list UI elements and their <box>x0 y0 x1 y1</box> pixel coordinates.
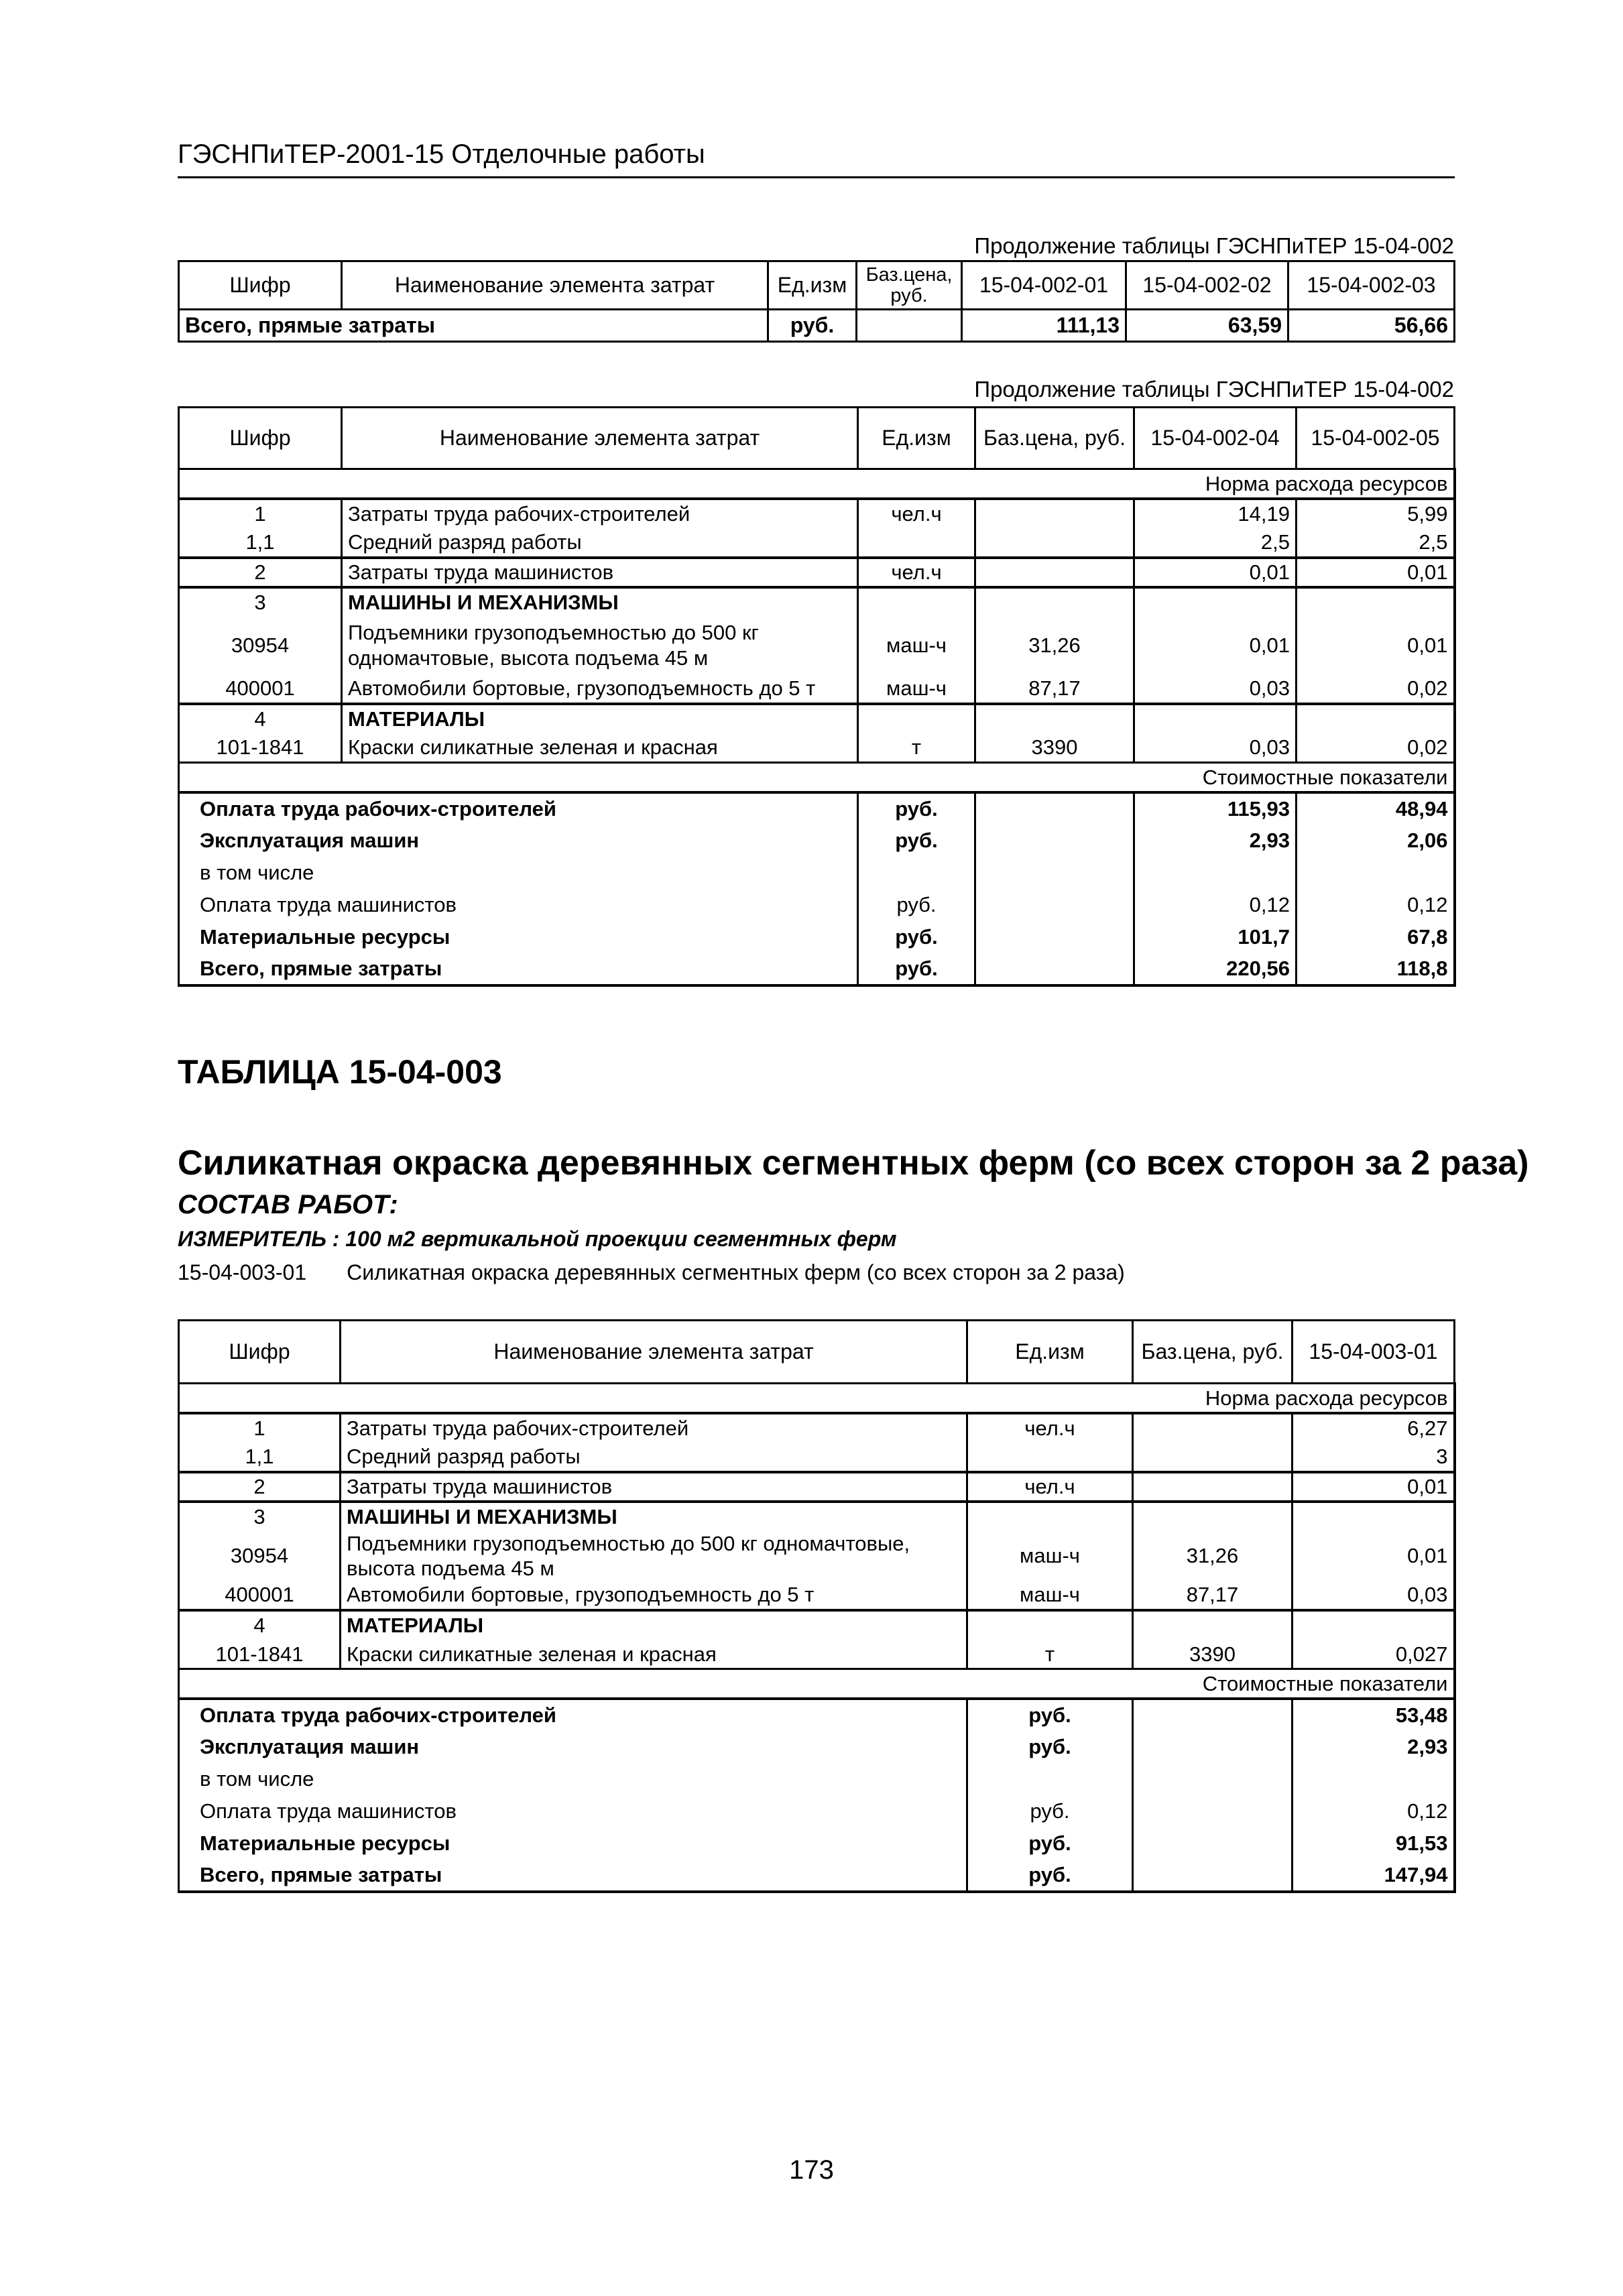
cost-base-price <box>1133 1699 1293 1731</box>
table-b-header-code: Шифр <box>179 408 342 469</box>
row-value: 2,5 <box>1134 528 1297 558</box>
cost-value: 0,12 <box>1297 889 1455 921</box>
cost-row <box>179 1860 1455 1892</box>
row-code: 3 <box>179 1502 341 1531</box>
row-base-price <box>975 528 1134 558</box>
table-c <box>178 1319 1456 1893</box>
row-code: 30954 <box>179 1531 341 1581</box>
row-unit: маш-ч <box>858 674 975 704</box>
row-code: 4 <box>179 1610 341 1640</box>
row-code: 400001 <box>179 1581 341 1610</box>
row-base-price: 31,26 <box>975 617 1134 674</box>
cost-name: Оплата труда рабочих-строителей <box>179 792 858 825</box>
cost-name: Эксплуатация машин <box>179 825 858 857</box>
cost-value: 118,8 <box>1297 953 1455 985</box>
table-a-total-row <box>179 310 1455 342</box>
work-code-line <box>178 1260 1125 1285</box>
table-a-continuation: Продолжение таблицы ГЭСНПиТЕР 15-04-002 <box>974 233 1454 258</box>
row-name: Затраты труда рабочих-строителей <box>342 499 858 528</box>
table-a-header-base: Баз.цена, руб. <box>857 261 962 310</box>
cost-name: Всего, прямые затраты <box>179 953 858 985</box>
cost-row <box>179 889 1455 921</box>
work-code: 15-04-003-01 <box>178 1260 307 1284</box>
table-b-header-name: Наименование элемента затрат <box>342 408 858 469</box>
row-code: 1 <box>179 1413 341 1443</box>
row-value <box>1293 1502 1455 1531</box>
table-a-header-name: Наименование элемента затрат <box>342 261 768 310</box>
table-row <box>179 1413 1455 1443</box>
table-row <box>179 1443 1455 1472</box>
table-a-header-unit: Ед.изм <box>768 261 857 310</box>
row-name: Автомобили бортовые, грузоподъемность до 5 т <box>342 674 858 704</box>
row-base-price <box>1133 1413 1293 1443</box>
cost-base-price <box>975 825 1134 857</box>
cost-name: в том числе <box>179 1763 967 1795</box>
row-base-price: 3390 <box>1133 1640 1293 1669</box>
table-a-total-v3: 56,66 <box>1288 310 1455 342</box>
table-a-header-col1: 15-04-002-01 <box>962 261 1126 310</box>
row-code: 1,1 <box>179 1443 341 1472</box>
table-c-resource-rows <box>179 1413 1455 1669</box>
row-name: Затраты труда машинистов <box>341 1472 967 1502</box>
cost-base-price <box>1133 1795 1293 1827</box>
row-code: 1 <box>179 499 342 528</box>
row-name: МАТЕРИАЛЫ <box>342 704 858 733</box>
row-name: Автомобили бортовые, грузоподъемность до 5 т <box>341 1581 967 1610</box>
row-base-price: 87,17 <box>1133 1581 1293 1610</box>
cost-base-price <box>975 921 1134 953</box>
row-name: Средний разряд работы <box>341 1443 967 1472</box>
cost-row <box>179 1731 1455 1763</box>
table-row <box>179 528 1455 558</box>
table-c-header-row <box>179 1321 1455 1384</box>
cost-value: 2,93 <box>1293 1731 1455 1763</box>
row-value: 0,01 <box>1297 558 1455 587</box>
row-unit <box>967 1502 1133 1531</box>
table-b <box>178 406 1456 987</box>
row-name: Затраты труда машинистов <box>342 558 858 587</box>
table-c-header-code: Шифр <box>179 1321 341 1384</box>
table-c-header-col1: 15-04-003-01 <box>1293 1321 1455 1384</box>
row-value: 0,01 <box>1297 617 1455 674</box>
table-a <box>178 260 1455 343</box>
row-value: 0,01 <box>1293 1472 1455 1502</box>
row-value <box>1297 587 1455 617</box>
cost-value: 48,94 <box>1297 792 1455 825</box>
cost-row <box>179 921 1455 953</box>
table-row <box>179 733 1455 763</box>
table-b-continuation: Продолжение таблицы ГЭСНПиТЕР 15-04-002 <box>974 377 1454 402</box>
section-title: Силикатная окраска деревянных сегментных ферм (со всех сторон за 2 раза) <box>178 1144 1529 1183</box>
cost-name: Оплата труда машинистов <box>179 889 858 921</box>
cost-row <box>179 953 1455 985</box>
cost-name: Материальные ресурсы <box>179 1827 967 1860</box>
table-b-header-col2: 15-04-002-05 <box>1297 408 1455 469</box>
row-name: Краски силикатные зеленая и красная <box>342 733 858 763</box>
row-unit: т <box>858 733 975 763</box>
table-c-header-name: Наименование элемента затрат <box>341 1321 967 1384</box>
table-a-total-unit: руб. <box>768 310 857 342</box>
table-row <box>179 1472 1455 1502</box>
row-name: Средний разряд работы <box>342 528 858 558</box>
row-unit: т <box>967 1640 1133 1669</box>
row-value: 0,03 <box>1134 674 1297 704</box>
row-unit <box>858 528 975 558</box>
row-base-price: 3390 <box>975 733 1134 763</box>
table-a-total-v2: 63,59 <box>1126 310 1288 342</box>
row-code: 2 <box>179 558 342 587</box>
row-value: 0,03 <box>1293 1581 1455 1610</box>
table-row <box>179 1581 1455 1610</box>
table-row <box>179 1640 1455 1669</box>
cost-base-price <box>975 953 1134 985</box>
row-base-price <box>1133 1610 1293 1640</box>
cost-row <box>179 1827 1455 1860</box>
row-unit: маш-ч <box>967 1531 1133 1581</box>
row-name: МАШИНЫ И МЕХАНИЗМЫ <box>342 587 858 617</box>
row-code: 4 <box>179 704 342 733</box>
work-code-name: Силикатная окраска деревянных сегментных ферм (со всех сторон за 2 раза) <box>347 1260 1125 1284</box>
row-value: 2,5 <box>1297 528 1455 558</box>
cost-row <box>179 1763 1455 1795</box>
row-value: 6,27 <box>1293 1413 1455 1443</box>
cost-unit: руб. <box>858 825 975 857</box>
table-c-header-unit: Ед.изм <box>967 1321 1133 1384</box>
cost-base-price <box>975 792 1134 825</box>
cost-unit: руб. <box>858 889 975 921</box>
table-b-header-row <box>179 408 1455 469</box>
row-name: Подъемники грузоподъемностью до 500 кг одномачтовые, высота подъема 45 м <box>341 1531 967 1581</box>
cost-unit: руб. <box>858 953 975 985</box>
table-row <box>179 1610 1455 1640</box>
row-value <box>1134 704 1297 733</box>
row-code: 101-1841 <box>179 1640 341 1669</box>
table-row <box>179 617 1455 674</box>
row-value <box>1134 587 1297 617</box>
row-unit <box>967 1610 1133 1640</box>
cost-unit: руб. <box>967 1699 1133 1731</box>
cost-base-price <box>1133 1731 1293 1763</box>
table-b-norm-row <box>179 469 1455 499</box>
row-code: 2 <box>179 1472 341 1502</box>
row-base-price <box>975 499 1134 528</box>
cost-row <box>179 825 1455 857</box>
cost-row <box>179 792 1455 825</box>
row-value <box>1297 704 1455 733</box>
page-header: ГЭСНПиТЕР-2001-15 Отделочные работы <box>178 139 1455 178</box>
cost-name: Оплата труда машинистов <box>179 1795 967 1827</box>
row-base-price <box>1133 1472 1293 1502</box>
table-a-header-col2: 15-04-002-02 <box>1126 261 1288 310</box>
row-unit <box>858 587 975 617</box>
row-code: 400001 <box>179 674 342 704</box>
cost-value: 67,8 <box>1297 921 1455 953</box>
cost-row <box>179 1795 1455 1827</box>
table-row <box>179 499 1455 528</box>
table-b-header-col1: 15-04-002-04 <box>1134 408 1297 469</box>
row-base-price: 31,26 <box>1133 1531 1293 1581</box>
row-name: Подъемники грузоподъемностью до 500 кг одномачтовые, высота подъема 45 м <box>342 617 858 674</box>
row-base-price <box>975 558 1134 587</box>
row-base-price <box>1133 1502 1293 1531</box>
table-c-cost-rows <box>179 1699 1455 1892</box>
table-row <box>179 1531 1455 1581</box>
row-value: 0,01 <box>1134 558 1297 587</box>
cost-value: 53,48 <box>1293 1699 1455 1731</box>
cost-value: 2,93 <box>1134 825 1297 857</box>
row-unit <box>967 1443 1133 1472</box>
row-name: Затраты труда рабочих-строителей <box>341 1413 967 1443</box>
row-unit: чел.ч <box>858 558 975 587</box>
cost-name: Эксплуатация машин <box>179 1731 967 1763</box>
row-name: Краски силикатные зеленая и красная <box>341 1640 967 1669</box>
table-row <box>179 704 1455 733</box>
row-unit: чел.ч <box>858 499 975 528</box>
table-c-cost-label-row <box>179 1669 1455 1699</box>
row-code: 30954 <box>179 617 342 674</box>
table-c-norm-label: Норма расхода ресурсов <box>179 1384 1455 1413</box>
row-unit: чел.ч <box>967 1472 1133 1502</box>
table-b-resource-rows <box>179 499 1455 763</box>
row-name: МАШИНЫ И МЕХАНИЗМЫ <box>341 1502 967 1531</box>
cost-value: 91,53 <box>1293 1827 1455 1860</box>
row-value: 0,027 <box>1293 1640 1455 1669</box>
cost-unit: руб. <box>967 1795 1133 1827</box>
table-c-header-base: Баз.цена, руб. <box>1133 1321 1293 1384</box>
row-base-price <box>975 704 1134 733</box>
cost-value: 147,94 <box>1293 1860 1455 1892</box>
table-title: ТАБЛИЦА 15-04-003 <box>178 1053 502 1091</box>
cost-value: 101,7 <box>1134 921 1297 953</box>
table-b-header-unit: Ед.изм <box>858 408 975 469</box>
cost-base-price <box>1133 1827 1293 1860</box>
cost-value <box>1297 857 1455 889</box>
row-value: 14,19 <box>1134 499 1297 528</box>
row-value: 0,02 <box>1297 674 1455 704</box>
table-row <box>179 674 1455 704</box>
cost-value: 2,06 <box>1297 825 1455 857</box>
page-number: 173 <box>789 2155 834 2185</box>
row-code: 1,1 <box>179 528 342 558</box>
cost-unit <box>967 1763 1133 1795</box>
cost-value: 220,56 <box>1134 953 1297 985</box>
cost-row <box>179 1699 1455 1731</box>
row-code: 101-1841 <box>179 733 342 763</box>
cost-value: 0,12 <box>1293 1795 1455 1827</box>
table-row <box>179 587 1455 617</box>
cost-base-price <box>1133 1763 1293 1795</box>
row-value <box>1293 1610 1455 1640</box>
cost-unit: руб. <box>967 1731 1133 1763</box>
cost-name: в том числе <box>179 857 858 889</box>
cost-unit: руб. <box>967 1860 1133 1892</box>
row-name: МАТЕРИАЛЫ <box>341 1610 967 1640</box>
table-a-total-name: Всего, прямые затраты <box>179 310 768 342</box>
cost-unit: руб. <box>967 1827 1133 1860</box>
cost-value: 0,12 <box>1134 889 1297 921</box>
cost-base-price <box>975 889 1134 921</box>
row-base-price <box>975 587 1134 617</box>
cost-name: Всего, прямые затраты <box>179 1860 967 1892</box>
row-unit: маш-ч <box>967 1581 1133 1610</box>
cost-name: Материальные ресурсы <box>179 921 858 953</box>
row-value: 0,01 <box>1293 1531 1455 1581</box>
row-base-price <box>1133 1443 1293 1472</box>
cost-unit: руб. <box>858 792 975 825</box>
table-a-header-col3: 15-04-002-03 <box>1288 261 1455 310</box>
row-code: 3 <box>179 587 342 617</box>
cost-name: Оплата труда рабочих-строителей <box>179 1699 967 1731</box>
table-b-cost-label: Стоимостные показатели <box>179 763 1455 792</box>
cost-value <box>1134 857 1297 889</box>
cost-value: 115,93 <box>1134 792 1297 825</box>
row-value: 0,02 <box>1297 733 1455 763</box>
table-c-norm-row <box>179 1384 1455 1413</box>
table-a-header-code: Шифр <box>179 261 342 310</box>
table-a-header-row <box>179 261 1455 310</box>
table-b-cost-rows <box>179 792 1455 985</box>
table-b-cost-label-row <box>179 763 1455 792</box>
row-unit: чел.ч <box>967 1413 1133 1443</box>
row-value: 0,01 <box>1134 617 1297 674</box>
table-a-total-v1: 111,13 <box>962 310 1126 342</box>
row-unit: маш-ч <box>858 617 975 674</box>
table-row <box>179 1502 1455 1531</box>
table-c-cost-label: Стоимостные показатели <box>179 1669 1455 1699</box>
table-a-total-base <box>857 310 962 342</box>
cost-value <box>1293 1763 1455 1795</box>
measurement-unit: ИЗМЕРИТЕЛЬ : 100 м2 вертикальной проекции сегментных ферм <box>178 1227 897 1251</box>
row-value: 0,03 <box>1134 733 1297 763</box>
table-b-norm-label: Норма расхода ресурсов <box>179 469 1455 499</box>
row-base-price: 87,17 <box>975 674 1134 704</box>
cost-base-price <box>1133 1860 1293 1892</box>
composition-label: СОСТАВ РАБОТ: <box>178 1190 398 1219</box>
table-b-header-base: Баз.цена, руб. <box>975 408 1134 469</box>
cost-row <box>179 857 1455 889</box>
cost-unit: руб. <box>858 921 975 953</box>
cost-base-price <box>975 857 1134 889</box>
row-value: 5,99 <box>1297 499 1455 528</box>
row-unit <box>858 704 975 733</box>
cost-unit <box>858 857 975 889</box>
table-row <box>179 558 1455 587</box>
row-value: 3 <box>1293 1443 1455 1472</box>
